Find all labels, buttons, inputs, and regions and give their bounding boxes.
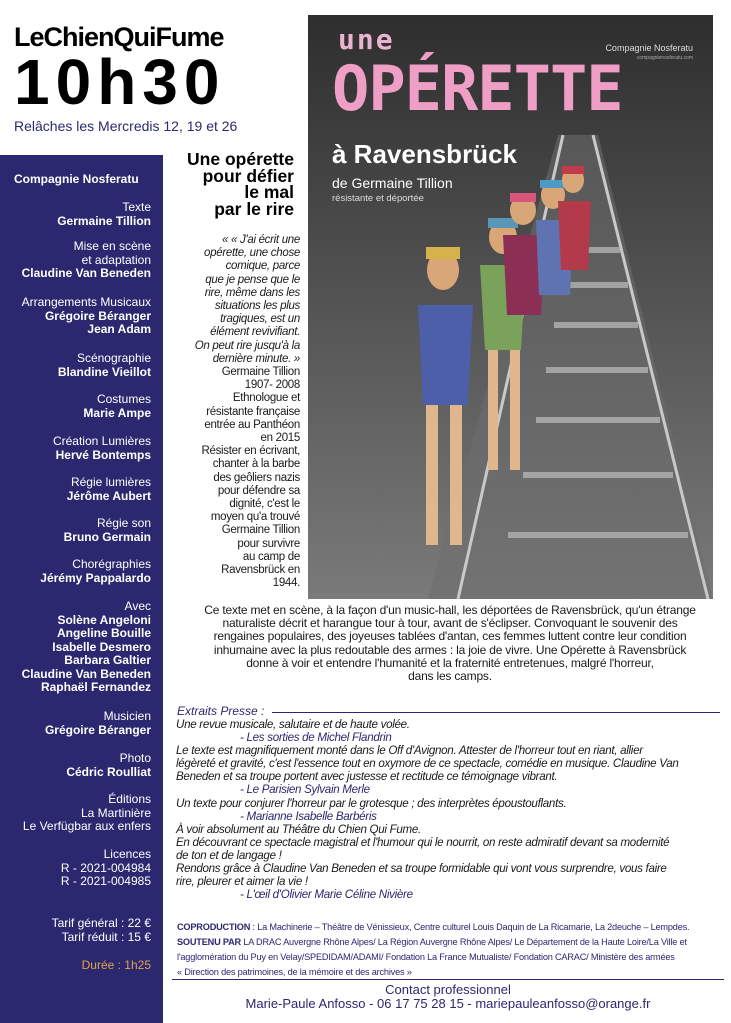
credit-lumieres (0, 435, 151, 462)
press-quote-line: rire, pleurer et aimer la vie ! (176, 875, 308, 889)
bio-line: Résister en écrivant, (201, 445, 300, 458)
credit-licences (0, 848, 151, 889)
company-name: Compagnie Nosferatu (14, 172, 139, 186)
venue-name: LeChienQuiFume (14, 22, 224, 52)
cast-member: Barbara Galtier (64, 653, 151, 667)
credit-value: Claudine Van Beneden (21, 266, 151, 280)
bio-line: Ravensbrück en (221, 564, 300, 577)
quote-line: dernière minute. » (212, 352, 300, 365)
tillion-bio (172, 366, 300, 590)
soutenu-text: « Direction des patrimoines, de la mémoire et des archives » (177, 967, 412, 977)
synopsis-line: dans les camps. (408, 669, 492, 684)
soutenu-text: l'agglomération du Puy en Velay/SPEDIDAM/ADAMI/ Fondation La France Mutualiste/ Fondation CARAC/ Ministère des armées (177, 952, 675, 962)
relache-dates: Relâches les Mercredis 12, 19 et 26 (14, 118, 238, 134)
credit-value: Bruno Germain (63, 529, 151, 544)
poster-tagline: résistante et déportée (332, 193, 424, 204)
edition-name: La Martinière (80, 805, 151, 820)
credit-label: Costumes (96, 392, 151, 406)
edition-name: Le Verfügbar aux enfers (22, 819, 151, 833)
credit-label: Éditions (108, 792, 151, 806)
synopsis-line: Ce texte met en scène, à la façon d'un music-hall, les déportées de Ravensbrück, qu'un étrange (204, 603, 696, 617)
soutenu-text: LA DRAC Auvergne Rhône Alpes/ La Région Auvergne Rhône Alpes/ Le Département de la Haute Loire/La Ville et (241, 937, 687, 947)
credit-value: Marie Ampe (83, 405, 151, 420)
press-source: - Les sorties de Michel Flandrin (240, 731, 392, 745)
bio-line: dignité, c'est le (229, 498, 300, 511)
quote-line: On peut rire jusqu'à la (194, 339, 300, 352)
cast-list (0, 600, 151, 695)
headline (170, 151, 294, 217)
quote-line: « « J'ai écrit une (222, 234, 300, 246)
cast-member: Claudine Van Beneden (21, 666, 151, 681)
cast-member: Angeline Bouille (56, 626, 151, 640)
bio-line: 1907- 2008 (244, 379, 300, 392)
credit-value: Cédric Roulliat (66, 764, 151, 779)
credit-label: Chorégraphies (72, 557, 151, 571)
credit-editions (0, 793, 151, 834)
bio-line: au camp de (242, 550, 300, 563)
credit-value: Grégoire Béranger (44, 308, 151, 323)
press-source: - Marianne Isabelle Barbéris (240, 809, 377, 823)
credit-value: Hervé Bontemps (55, 447, 151, 462)
cast-label: Avec (124, 599, 151, 613)
credit-label: Musicien (103, 709, 151, 723)
press-quote-line: de ton et de langage ! (176, 848, 282, 862)
licence-number: R - 2021-004985 (60, 874, 151, 888)
tillion-quote (172, 234, 300, 366)
headline-line: par le rire (214, 198, 294, 219)
soutenu-label: SOUTENU PAR (177, 937, 241, 947)
press-quote-line: En découvrant ce spectacle magistral et l'humour qui le nourrit, on reste admiratif devant sa modernité (176, 835, 670, 849)
synopsis-line: naturaliste décrit et harangue tour à tour, avant de s'éclipser. Convoquant le souvenir des (222, 616, 678, 631)
credit-choregraphies (0, 558, 151, 585)
credit-regie-son (0, 517, 151, 544)
synopsis-line: rengaines populaires, des joyeuses tablées d'antan, ces femmes luttent contre leur condition (213, 629, 687, 644)
poster-title: OPÉRETTE (332, 52, 623, 125)
quote-line: élément revivifiant. (210, 326, 300, 339)
press-source: - Le Parisien Sylvain Merle (240, 783, 370, 797)
credit-mise-en-scene (0, 240, 151, 281)
tarif-general: Tarif général : 22 € (51, 916, 151, 930)
credits-sidebar (0, 155, 163, 1023)
synopsis-line: inhumaine avec la plus redoutable des armes : la joie de vivre. Une Opérette à Ravensbrück (213, 642, 687, 657)
quote-line: opérette, une chose (204, 247, 300, 260)
press-heading: Extraits Presse : (177, 704, 265, 718)
duration: Durée : 1h25 (81, 958, 151, 972)
credit-label: Régie son (96, 516, 151, 530)
synopsis-paragraph (176, 604, 724, 683)
bio-line: chanter à la barbe (212, 458, 300, 471)
credit-label: Mise en scène (73, 239, 151, 253)
bio-line: pour défendre sa (217, 484, 300, 497)
copro-label: COPRODUCTION (177, 922, 251, 932)
poster-company: Compagnie Nosferatu (605, 43, 693, 53)
credit-label: Régie lumières (70, 475, 151, 489)
bio-line: moyen qu'a trouvé (210, 511, 300, 524)
press-quote-line: Beneden et sa troupe portent avec justesse et rectitude ce témoignage vibrant. (176, 770, 558, 784)
bio-line: pour survivre (237, 537, 300, 550)
credit-photo (0, 752, 151, 779)
quote-line: tragiques, est un (220, 313, 300, 326)
bio-line: en 2015 (260, 432, 300, 445)
credit-musicien (0, 710, 151, 737)
credit-texte (0, 201, 151, 228)
headline-line: pour défier (202, 165, 294, 186)
intro-column (172, 234, 300, 590)
credit-label: Scénographie (76, 351, 151, 365)
bio-line: entrée au Panthéon (204, 418, 300, 431)
press-divider (272, 712, 720, 713)
quote-line: rire, même dans les (204, 286, 300, 299)
soutenu-line (177, 935, 725, 950)
press-quote-line: légèreté et gravité, c'est l'essence tout en oxymore de ce spectacle, comédie en musique. Claudine Van (176, 757, 679, 771)
poster-une: une (338, 23, 395, 56)
copro-line (177, 920, 725, 935)
credit-label: Photo (119, 751, 151, 765)
headline-line: Une opérette (187, 149, 294, 169)
credit-arrangements (0, 296, 151, 337)
contact-details: Marie-Paule Anfosso - 06 17 75 28 15 - mariepauleanfosso@orange.fr (245, 996, 651, 1011)
poster-company-url: compagnienosferatu.com (636, 55, 693, 61)
poster-author: de Germaine Tillion (332, 175, 453, 191)
credit-label: Texte (122, 200, 151, 214)
credit-label: Licences (103, 847, 151, 861)
contact-title: Contact professionnel (385, 982, 511, 997)
press-source: - L'œil d'Olivier Marie Céline Nivière (240, 888, 413, 902)
quote-line: comique, parce (225, 260, 300, 273)
cast-member: Raphaël Fernandez (40, 680, 151, 694)
poster-image (308, 15, 713, 599)
pricing (0, 917, 151, 944)
cast-member: Isabelle Desmero (52, 639, 151, 654)
coproduction-block (177, 920, 725, 980)
credit-label: Création Lumières (52, 434, 151, 448)
bio-line: résistante française (206, 405, 300, 418)
show-time: 10h30 (14, 46, 226, 118)
poster-subtitle: à Ravensbrück (332, 139, 517, 169)
credit-value: Jérémy Pappalardo (40, 570, 151, 585)
quote-line: situations les plus (214, 300, 300, 313)
credit-scenographie (0, 352, 151, 379)
bio-line: Ethnologue et (232, 392, 300, 405)
credit-value: Grégoire Béranger (44, 722, 151, 737)
press-quote-line: Une revue musicale, salutaire et de haute volée. (176, 718, 410, 731)
headline-line: le mal (244, 182, 294, 202)
credit-value: Blandine Vieillot (57, 364, 151, 379)
press-quote-line: Le texte est magnifiquement monté dans le Off d'Avignon. Attester de l'horreur tout en riant, allier (176, 744, 643, 758)
tarif-reduit: Tarif réduit : 15 € (61, 929, 151, 944)
bio-line: des geôliers nazis (213, 471, 300, 484)
bio-line: Germaine Tillion (221, 366, 300, 379)
contact-divider (172, 979, 724, 980)
credit-value: Germaine Tillion (57, 213, 151, 228)
press-quote-line: Rendons grâce à Claudine Van Beneden et sa troupe formidable qui vont vous surprendre, vous faire (176, 862, 667, 876)
copro-text: : La Machinerie – Théâtre de Vénissieux, Centre culturel Louis Daquin de La Ricamarie, La 2deuche – Lempdes. (250, 922, 690, 932)
credit-value: Jean Adam (87, 322, 151, 336)
press-quote-line: À voir absolument au Théâtre du Chien Qui Fume. (176, 822, 421, 836)
credit-label: et adaptation (81, 252, 151, 267)
cast-member: Solène Angeloni (57, 612, 151, 627)
quote-line: que je pense que le (205, 273, 300, 286)
synopsis-line: donne à voir et entendre l'humanité et la fraternité entretenues, malgré l'horreur, (246, 655, 654, 670)
credit-label: Arrangements Musicaux (21, 295, 151, 309)
press-quote-line: Un texte pour conjurer l'horreur par le grotesque ; des interprètes époustouflants. (176, 796, 567, 810)
bio-line: 1944. (272, 577, 300, 590)
credit-costumes (0, 393, 151, 420)
credit-regie-lumieres (0, 476, 151, 503)
bio-line: Germaine Tillion (221, 524, 300, 537)
credit-value: Jérôme Aubert (66, 488, 151, 503)
licence-number: R - 2021-004984 (60, 860, 151, 875)
press-quotes (176, 718, 724, 901)
